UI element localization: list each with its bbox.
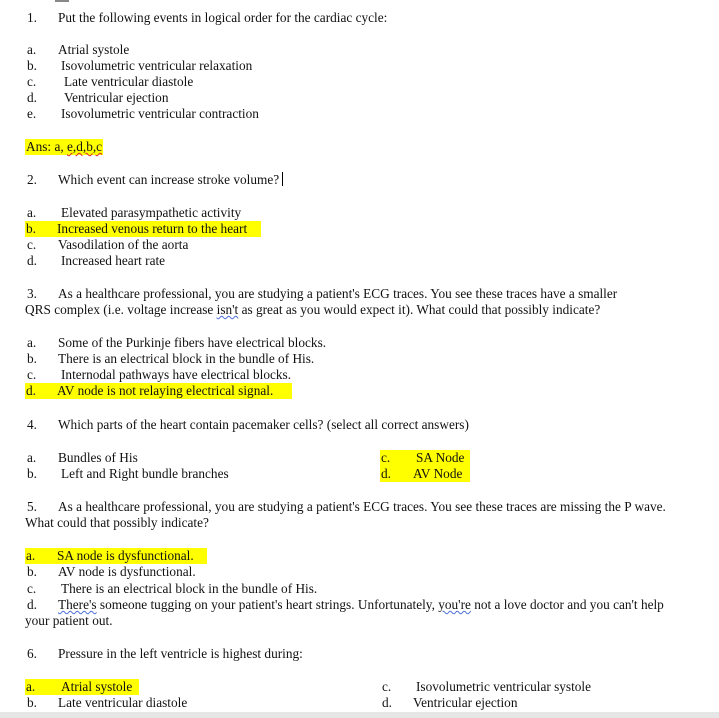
- text-cursor: [282, 172, 283, 186]
- q4-opt-b-letter: b.: [27, 466, 37, 481]
- q3-number: 3.: [27, 286, 37, 301]
- q1-opt-b[interactable]: Isovolumetric ventricular relaxation: [61, 58, 253, 73]
- q1-opt-e-letter: e.: [27, 106, 37, 121]
- q2-opt-d-letter: d.: [27, 253, 37, 268]
- q4-number: 4.: [27, 417, 37, 432]
- q3-opt-a[interactable]: Some of the Purkinje fibers have electrical blocks.: [58, 335, 327, 350]
- q1-opt-d[interactable]: Ventricular ejection: [64, 90, 169, 105]
- q5-opt-a-letter: a.: [26, 548, 36, 563]
- q4-opt-c[interactable]: SA Node: [416, 450, 465, 465]
- q3-opt-d-highlight[interactable]: [25, 383, 292, 399]
- q6-opt-b-letter: b.: [27, 695, 37, 710]
- q1-opt-c-letter: c.: [27, 74, 37, 89]
- q3-opt-b[interactable]: There is an electrical block in the bundle of His.: [58, 351, 315, 366]
- q4-opt-b[interactable]: Left and Right bundle branches: [61, 466, 229, 481]
- q6-opt-a-highlight[interactable]: [25, 679, 139, 695]
- q6-opt-a-letter: a.: [26, 679, 36, 694]
- q5-opt-a-highlight[interactable]: [25, 548, 207, 564]
- q5-opt-b[interactable]: AV node is dysfunctional.: [58, 564, 196, 579]
- q3-opt-b-letter: b.: [27, 351, 37, 366]
- q4-opt-d-highlight[interactable]: [380, 466, 470, 482]
- q5-opt-d-letter: d.: [27, 597, 37, 612]
- q4-opt-d[interactable]: AV Node: [413, 466, 463, 481]
- q2-opt-c[interactable]: Vasodilation of the aorta: [58, 237, 189, 252]
- q2-opt-d[interactable]: Increased heart rate: [61, 253, 166, 268]
- q2-opt-b[interactable]: Increased venous return to the heart: [57, 221, 248, 236]
- q1-opt-a[interactable]: Atrial systole: [58, 42, 130, 57]
- q4-opt-c-letter: c.: [381, 450, 391, 465]
- q4-opt-d-letter: d.: [381, 466, 391, 481]
- q5-opt-b-letter: b.: [27, 564, 37, 579]
- top-rule: [55, 0, 69, 2]
- q3-line1[interactable]: As a healthcare professional, you are studying a patient's ECG traces. You see these traces have a smaller: [58, 286, 618, 301]
- q1-text[interactable]: Put the following events in logical order for the cardiac cycle:: [58, 10, 388, 25]
- q5-opt-c[interactable]: There is an electrical block in the bundle of His.: [61, 581, 318, 596]
- q3-opt-c-letter: c.: [27, 367, 37, 382]
- q5-opt-d[interactable]: There's someone tugging on your patient's heart strings. Unfortunately, you're not a love doctor and you can't help: [58, 597, 664, 612]
- q6-number: 6.: [27, 646, 37, 661]
- q4-text[interactable]: Which parts of the heart contain pacemaker cells? (select all correct answers): [58, 417, 469, 432]
- q5-opt-c-letter: c.: [27, 581, 37, 596]
- q1-answer[interactable]: Ans: a, e,d,b,c: [26, 139, 103, 154]
- q5-line2[interactable]: What could that possibly indicate?: [25, 515, 209, 530]
- q2-opt-c-letter: c.: [27, 237, 37, 252]
- q4-opt-a-letter: a.: [27, 450, 37, 465]
- q1-number: 1.: [27, 10, 37, 25]
- q6-opt-d[interactable]: Ventricular ejection: [413, 695, 518, 710]
- q1-opt-c[interactable]: Late ventricular diastole: [64, 74, 194, 89]
- q3-opt-a-letter: a.: [27, 335, 37, 350]
- q2-opt-b-letter: b.: [26, 221, 36, 236]
- q2-opt-a-letter: a.: [27, 205, 37, 220]
- q2-opt-a[interactable]: Elevated parasympathetic activity: [61, 205, 242, 220]
- q1-opt-a-letter: a.: [27, 42, 37, 57]
- q1-opt-e[interactable]: Isovolumetric ventricular contraction: [61, 106, 259, 121]
- q3-line2[interactable]: QRS complex (i.e. voltage increase isn't as great as you would expect it). What could that possibly indicate?: [25, 302, 601, 317]
- q6-opt-c[interactable]: Isovolumetric ventricular systole: [416, 679, 592, 694]
- q1-opt-b-letter: b.: [27, 58, 37, 73]
- q5-opt-a[interactable]: SA node is dysfunctional.: [57, 548, 194, 563]
- q5-number: 5.: [27, 499, 37, 514]
- q6-opt-d-letter: d.: [382, 695, 392, 710]
- q6-opt-b[interactable]: Late ventricular diastole: [58, 695, 188, 710]
- q4-opt-c-highlight[interactable]: [380, 450, 470, 466]
- q1-opt-d-letter: d.: [27, 90, 37, 105]
- q3-opt-d[interactable]: AV node is not relaying electrical signal.: [57, 383, 274, 398]
- q5-line1[interactable]: As a healthcare professional, you are studying a patient's ECG traces. You see these traces are missing the P wave.: [58, 499, 666, 514]
- page-bottom-edge: [0, 712, 719, 718]
- q2-text[interactable]: Which event can increase stroke volume?: [58, 172, 283, 188]
- q5-opt-d-line2[interactable]: your patient out.: [25, 613, 113, 628]
- q3-opt-c[interactable]: Internodal pathways have electrical blocks.: [61, 367, 292, 382]
- q4-opt-a[interactable]: Bundles of His: [58, 450, 138, 465]
- q2-number: 2.: [27, 172, 37, 187]
- q3-opt-d-letter: d.: [26, 383, 36, 398]
- q6-opt-c-letter: c.: [382, 679, 392, 694]
- q6-text[interactable]: Pressure in the left ventricle is highest during:: [58, 646, 303, 661]
- q2-opt-b-highlight[interactable]: [25, 221, 261, 237]
- q6-opt-a[interactable]: Atrial systole: [61, 679, 133, 694]
